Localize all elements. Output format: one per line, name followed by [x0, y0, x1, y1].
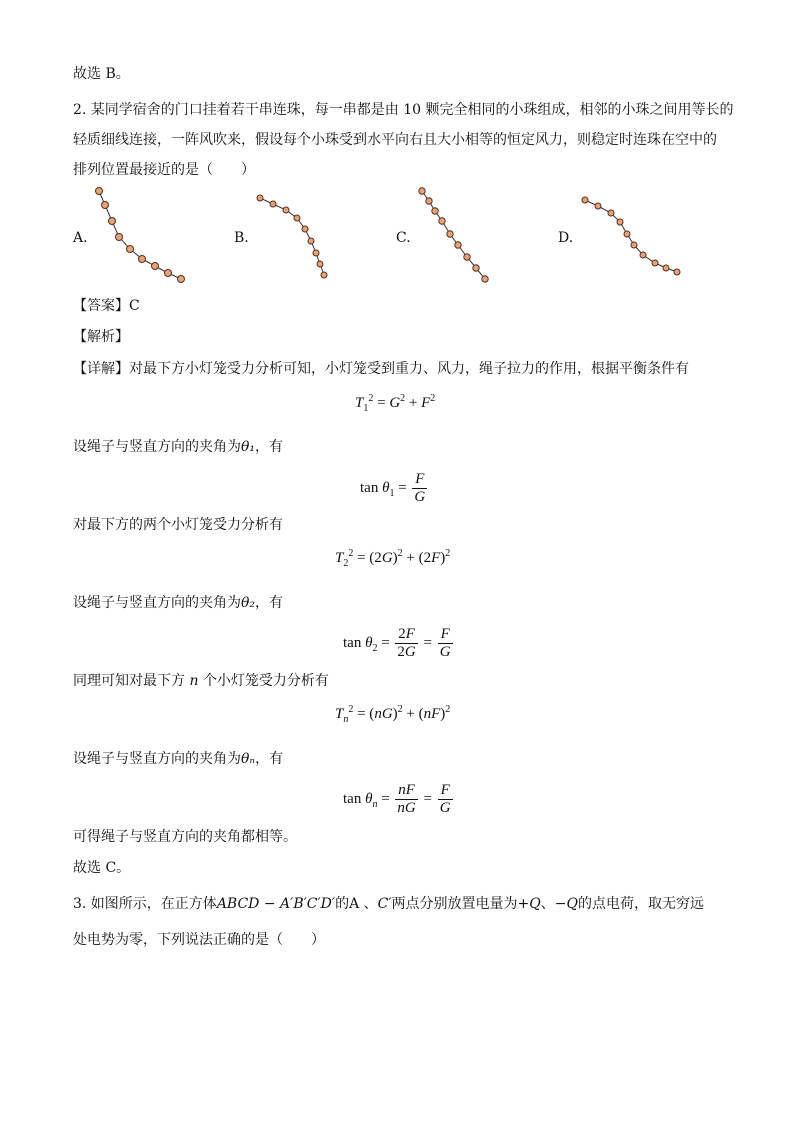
q3-text-a: 3. 如图所示，在正方体	[73, 896, 217, 912]
option-c-label: C.	[396, 230, 411, 246]
option-b-bead-string	[252, 188, 342, 288]
c-prime-label: C′	[377, 896, 392, 912]
set-angle-n-line	[73, 749, 283, 769]
text-choose-b: 故选 B。	[73, 66, 130, 82]
cube-label: ABCD − A′B′C′D′	[216, 896, 336, 912]
equation-tan-theta1: $\tan \theta_1$ = $\frac{F}{G}$	[360, 471, 426, 505]
conclusion-line: 可得绳子与竖直方向的夹角都相等。	[73, 829, 297, 845]
analysis-tag: 【解析】	[73, 329, 129, 345]
q3-text-d: 、	[540, 896, 555, 912]
question-3-line-2: 处电势为零，下列说法正确的是（ ）	[73, 932, 325, 948]
detail-text: 对最下方小灯笼受力分析可知，小灯笼受到重力、风力，绳子拉力的作用，根据平衡条件有	[129, 361, 689, 377]
detail-tag: 【详解】	[73, 361, 129, 377]
theta1-symbol: θ₁	[241, 439, 256, 455]
minus-q-label: −Q	[554, 896, 578, 912]
answer-tag: 【答案】	[73, 298, 129, 314]
equation-t2: $T_2^2 = (2G)^2 + (2F)^2$	[335, 548, 451, 569]
option-d-label: D.	[558, 230, 574, 246]
option-a-label: A.	[73, 230, 88, 246]
text-choose-c: 故选 C。	[73, 860, 131, 876]
set-angle-2-line	[73, 593, 283, 613]
option-d-bead-string	[576, 192, 686, 282]
set-angle-n-text: 设绳子与竖直方向的夹角为	[73, 751, 241, 767]
answer-value: C	[129, 298, 140, 314]
detail-line	[73, 359, 689, 379]
equation-tn: $T_n^2 = (nG)^2 + (nF)^2$	[335, 704, 451, 725]
question-3-line-1	[73, 894, 704, 914]
q3-text-c: 两点分别放置电量为	[391, 896, 518, 912]
equation-tan-theta2: $\tan \theta_2$ = $\frac{2F}{2G}$ = $\frac{F}{G}$	[343, 626, 451, 660]
n-symbol: n	[189, 673, 199, 689]
question-2-line-2: 轻质细线连接，一阵风吹来，假设每个小珠受到水平向右且大小相等的恒定风力，则稳定时连珠在空中的	[73, 132, 717, 148]
two-lamps-line: 对最下方的两个小灯笼受力分析有	[73, 517, 283, 533]
option-a-bead-string	[90, 182, 200, 292]
option-c-bead-string	[412, 183, 502, 289]
set-angle-1-line	[73, 437, 283, 457]
equation-tan-thetan: $\tan \theta_n$ = $\frac{nF}{nG}$ = $\frac{F}{G}$	[343, 782, 451, 816]
n-lamps-text-b: 个小灯笼受力分析有	[202, 673, 329, 689]
set-angle-n-end: ，有	[255, 751, 284, 767]
q3-text-e: 的点电荷，取无穷远	[577, 896, 704, 912]
theta2-symbol: θ₂	[241, 595, 256, 611]
set-angle-1-text: 设绳子与竖直方向的夹角为	[73, 439, 241, 455]
question-2-line-1: 2. 某同学宿舍的门口挂着若干串连珠，每一串都是由 10 颗完全相同的小珠组成，相邻的小珠之间用等长的	[73, 102, 734, 118]
answer-line	[73, 296, 140, 316]
set-angle-2-text: 设绳子与竖直方向的夹角为	[73, 595, 241, 611]
equation-t1: $T_1^2 = G^2 + F^2$	[355, 393, 436, 414]
set-angle-2-end: ，有	[255, 595, 284, 611]
set-angle-1-end: ，有	[255, 439, 284, 455]
plus-q-label: +Q	[517, 896, 541, 912]
n-lamps-text-a: 同理可知对最下方	[73, 673, 185, 689]
option-b-label: B.	[234, 230, 249, 246]
q3-text-b: 的A 、	[335, 896, 378, 912]
theta-n-symbol: θₙ	[241, 751, 256, 767]
question-2-line-3: 排列位置最接近的是（ ）	[73, 162, 255, 178]
n-lamps-line	[73, 671, 329, 691]
